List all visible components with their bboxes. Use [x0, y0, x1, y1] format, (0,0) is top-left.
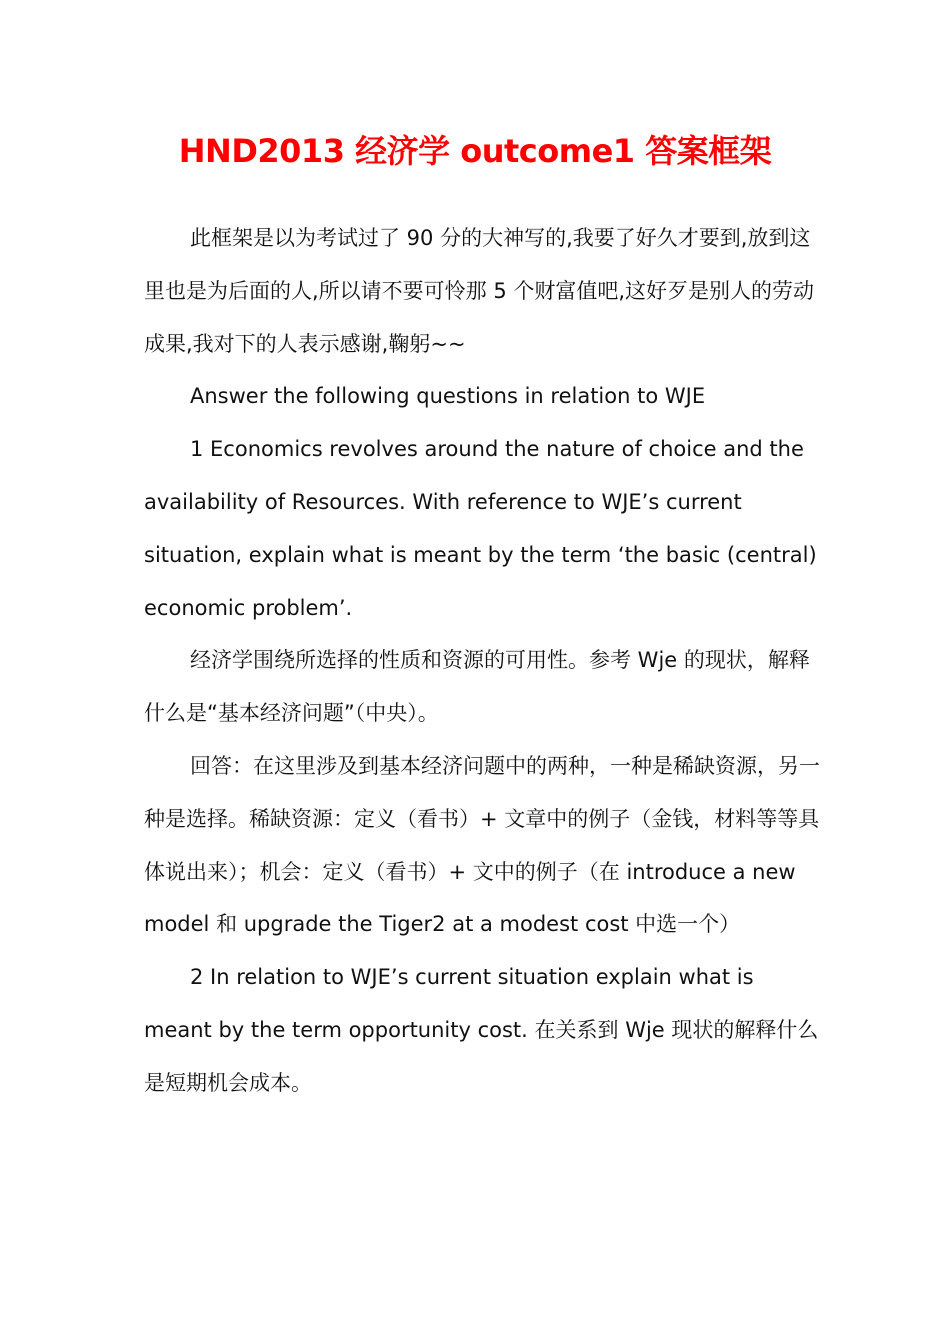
- question-1-paragraph: 1 Economics revolves around the nature of choice and the availability of Resources. With reference to WJE’s current situation, explain what is meant by the term ‘the basic (central) economic problem’.: [144, 437, 817, 620]
- document-body: [144, 212, 824, 1110]
- intro-paragraph: 此框架是以为考试过了 90 分的大神写的,我要了好久才要到,放到这里也是为后面的人,所以请不要可怜那 5 个财富值吧,这好歹是别人的劳动成果,我对下的人表示感谢,鞠躬~~: [144, 226, 815, 356]
- document-title: HND2013 经济学 outcome1 答案框架: [178, 132, 772, 171]
- answer-1-paragraph: 回答：在这里涉及到基本经济问题中的两种，一种是稀缺资源，另一种是选择。稀缺资源：定义（看书）+ 文章中的例子（金钱，材料等等具体说出来）；机会：定义（看书）+ 文中的例子（在 introduce a new model 和 upgrade the Tiger2 at a modest cost 中选一个）: [144, 753, 820, 937]
- question-1-translation: 经济学围绕所选择的性质和资源的可用性。参考 Wje 的现状，解释什么是“基本经济问题”（中央）。: [144, 648, 810, 726]
- question-2-paragraph: 2 In relation to WJE’s current situation explain what is meant by the term opportunity cost. 在关系到 Wje 现状的解释什么是短期机会成本。: [144, 965, 819, 1095]
- instruction-paragraph: Answer the following questions in relation to WJE: [190, 384, 706, 409]
